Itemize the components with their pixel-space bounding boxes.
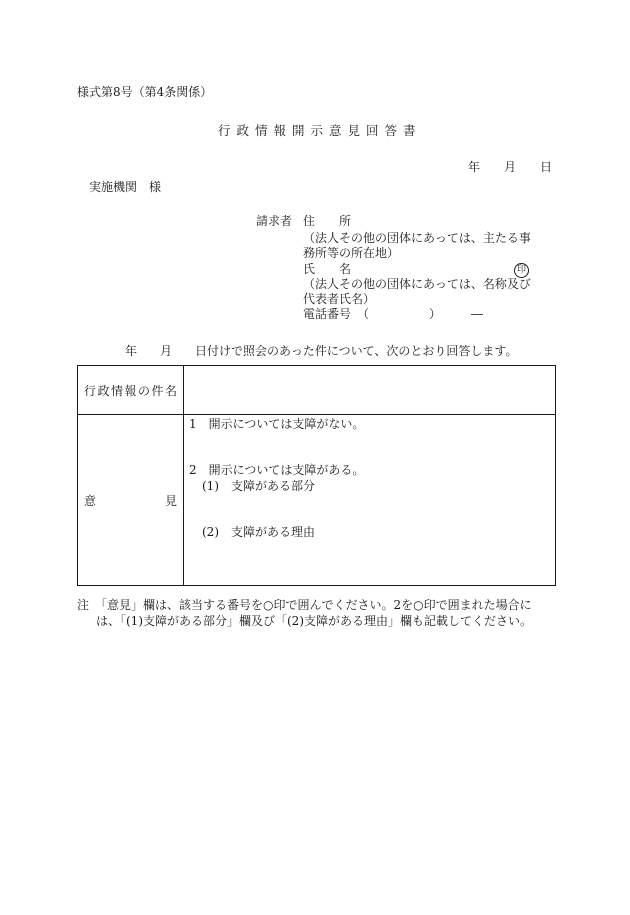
- form-number: 様式第8号（第4条関係）: [77, 85, 213, 99]
- opinion-sub-1: (1) 支障がある部分: [202, 479, 315, 493]
- date-year: 年: [468, 160, 481, 174]
- response-form-table: [77, 365, 556, 586]
- opinion-option-2: 2 開示については支障がある。: [189, 463, 365, 477]
- opinion-row: [78, 415, 556, 586]
- opinion-option-1: 1 開示については支障がない。: [189, 417, 365, 431]
- requester-label: 請求者: [256, 214, 293, 228]
- date-day: 日: [540, 160, 553, 174]
- note-line-2: は、「(1)支障がある部分」欄及び「(2)支障がある理由」欄も記載してください。: [96, 614, 532, 628]
- date-month: 月: [504, 160, 517, 174]
- address-label: 住 所: [303, 214, 352, 228]
- opinion-label-right: 見: [164, 493, 177, 508]
- seal-mark: 印: [514, 263, 529, 278]
- opinion-label: [78, 415, 184, 586]
- document-title: 行政情報開示意見回答書: [218, 123, 422, 138]
- address-note-cont: 務所等の所在地）: [303, 246, 400, 260]
- subject-value: [184, 366, 556, 415]
- addressee: 実施機関 様: [89, 180, 162, 194]
- intro-month: 月: [160, 344, 173, 358]
- name-note: （法人その他の団体にあっては、名称及び: [303, 277, 531, 291]
- address-note: （法人その他の団体にあっては、主たる事: [303, 231, 531, 245]
- phone-label: 電話番号 （ ） ―: [303, 307, 484, 321]
- opinion-sub-2: (2) 支障がある理由: [202, 525, 315, 539]
- intro-text: 日付けで照会のあった件について、次のとおり回答します。: [195, 344, 518, 358]
- intro-year: 年: [125, 344, 138, 358]
- name-label: 氏 名: [303, 262, 352, 276]
- subject-label: 行政情報の件名: [78, 366, 184, 415]
- name-note-cont: 代表者氏名）: [303, 292, 376, 306]
- subject-row: [78, 366, 556, 415]
- note-line-1: 注 「意見」欄は、該当する番号を○印で囲んでください。2を○印で囲まれた場合に: [77, 598, 532, 612]
- opinion-cell: [184, 415, 556, 586]
- opinion-label-left: 意: [84, 493, 97, 508]
